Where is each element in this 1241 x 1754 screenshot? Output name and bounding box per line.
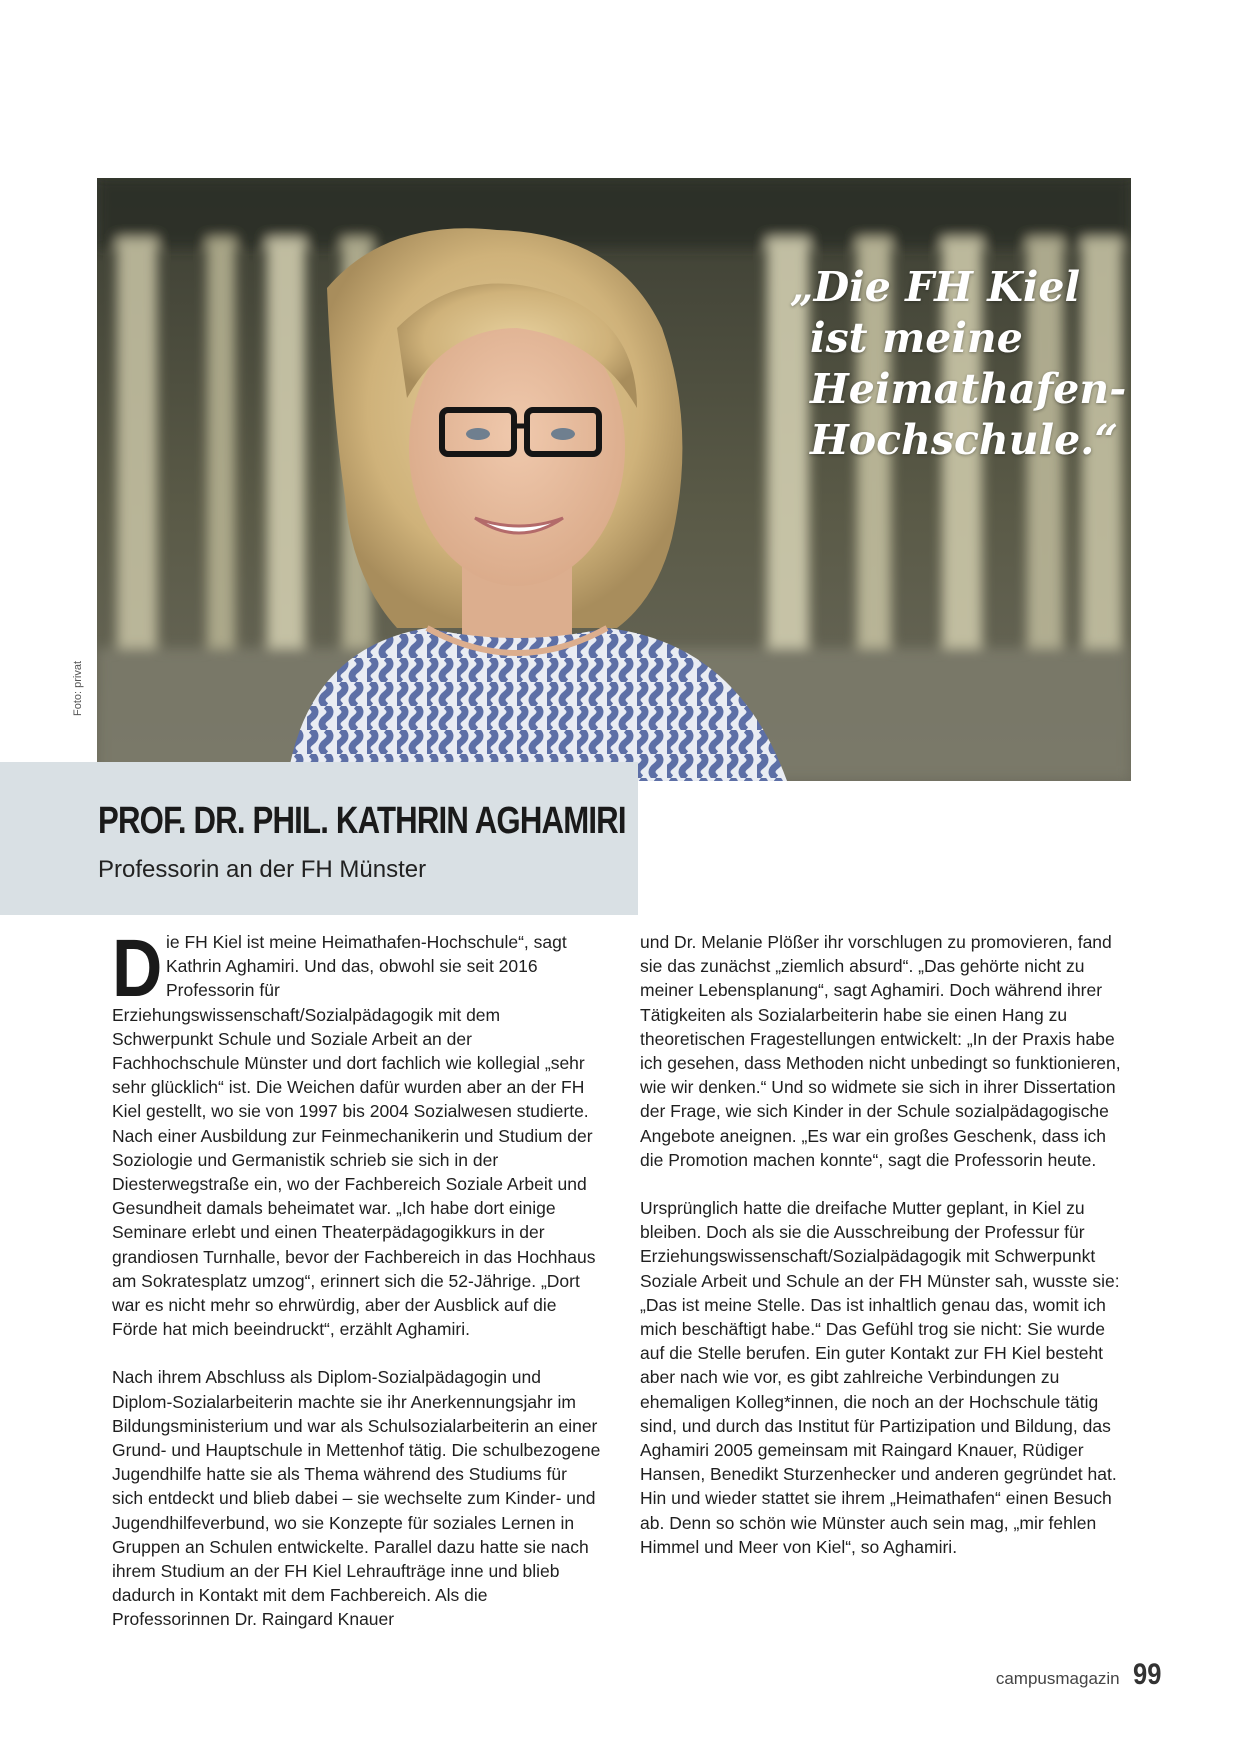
quote-line: Heimathafen- (810, 365, 1127, 413)
drop-cap: D (112, 923, 163, 1014)
quote-line: ist meine (810, 314, 1023, 362)
person-name: PROF. DR. PHIL. KATHRIN AGHAMIRI (98, 800, 626, 842)
page-number: 99 (1132, 1658, 1161, 1691)
magazine-name: campusmagazin (995, 1669, 1120, 1688)
quote-line: „Die FH Kiel (790, 263, 1081, 311)
quote-line: Hochschule.“ (810, 416, 1119, 464)
paragraph: Nach ihrem Abschluss als Diplom-Sozialpädagogin und Diplom-Sozialarbeiterin machte sie ihr Anerkennungsjahr im Bildungsministerium und war als Schulsozialarbeiterin an einer Grund- und Hauptschule in Mettenhof tätig. Die schulbezogene Jugendhilfe hatte sie als Thema während des Studiums für sich entdeckt und blieb dabei – sie wechselte zum Kinder- und Jugendhilfeverbund, wo sie Konzepte für soziales Lernen in Gruppen an Schulen entwickelte. Parallel dazu hatte sie nach ihrem Studium an der FH Kiel Lehraufträge inne und blieb dadurch in Kontakt mit dem Fachbereich. Als die Professorinnen Dr. Raingard Knauer (112, 1367, 601, 1630)
person-role: Professorin an der FH Münster (98, 856, 427, 883)
article-column-right (640, 930, 1130, 1583)
photo-credit: Foto: privat (72, 660, 84, 716)
paragraph: und Dr. Melanie Plößer ihr vorschlugen zu promovieren, fand sie das zunächst „ziemlich absurd“. „Das gehörte nicht zu meiner Lebensplanung“, sagt Aghamiri. Doch während ihrer Tätigkeiten als Sozialarbeiterin habe sie einen Hang zu theoretischen Fragestellungen entwickelt: „In der Praxis habe ich gesehen, dass Methoden nicht unbedingt so funktionieren, wie wir denken.“ Und so widmete sie sich in ihrer Dissertation der Frage, wie sich Kinder in der Schule sozialpädagogische Angebote aneignen. „Es war ein großes Geschenk, dass ich die Promotion machen konnte“, sagt die Professorin heute. (640, 932, 1121, 1170)
paragraph: Ursprünglich hatte die dreifache Mutter geplant, in Kiel zu bleiben. Doch als sie die Ausschreibung der Professur für Erziehungswissenschaft/Sozialpädagogik mit Schwerpunkt Soziale Arbeit und Schule an der FH Münster sah, wusste sie: „Das ist meine Stelle. Das ist inhaltlich genau das, womit ich mich beschäftigt habe.“ Das Gefühl trog sie nicht: Sie wurde auf die Stelle berufen. Ein guter Kontakt zur FH Kiel besteht aber nach wie vor, es gibt zahlreiche Verbindungen zu ehemaligen Kolleg*innen, die noch an der Hochschule tätig sind, und durch das Institut für Partizipation und Bildung, das Aghamiri 2005 gemeinsam mit Raingard Knauer, Rüdiger Hansen, Benedikt Sturzenhecker und anderen gegründet hat. Hin und wieder stattet sie ihrem „Heimathafen“ einen Besuch ab. Denn so schön wie Münster auch sein mag, „mir fehlen Himmel und Meer von Kiel“, so Aghamiri. (640, 1198, 1120, 1557)
page-footer (996, 1658, 1161, 1692)
pull-quote (790, 262, 1127, 466)
article-column-left (112, 923, 602, 1656)
paragraph (112, 923, 602, 1341)
paragraph-text: ie FH Kiel ist meine Heimathafen-Hochschule“, sagt Kathrin Aghamiri. Und das, obwohl sie seit 2016 Professorin für Erziehungswissenschaft/Sozialpädagogik mit dem Schwerpunkt Schule und Soziale Arbeit an der Fachhochschule Münster und dort fachlich wie kollegial „sehr sehr glücklich“ ist. Die Weichen dafür wurden aber an der FH Kiel gestellt, wo sie von 1997 bis 2004 Sozialwesen studierte. Nach einer Ausbildung zur Feinmechanikerin und Studium der Soziologie und Germanistik schrieb sie sich in der Diesterwegstraße ein, wo der Fachbereich Soziale Arbeit und Gesundheit damals beheimatet war. „Ich habe dort einige Seminare erlebt und einen Theaterpädagogikkurs in der grandiosen Turnhalle, bevor der Fachbereich in das Hochhaus am Sokratesplatz umzog“, erinnert sich die 52-Jährige. „Dort war es nicht mehr so ehrwürdig, aber der Ausblick auf die Förde hat mich beeindruckt“, erzählt Aghamiri. (112, 932, 596, 1340)
